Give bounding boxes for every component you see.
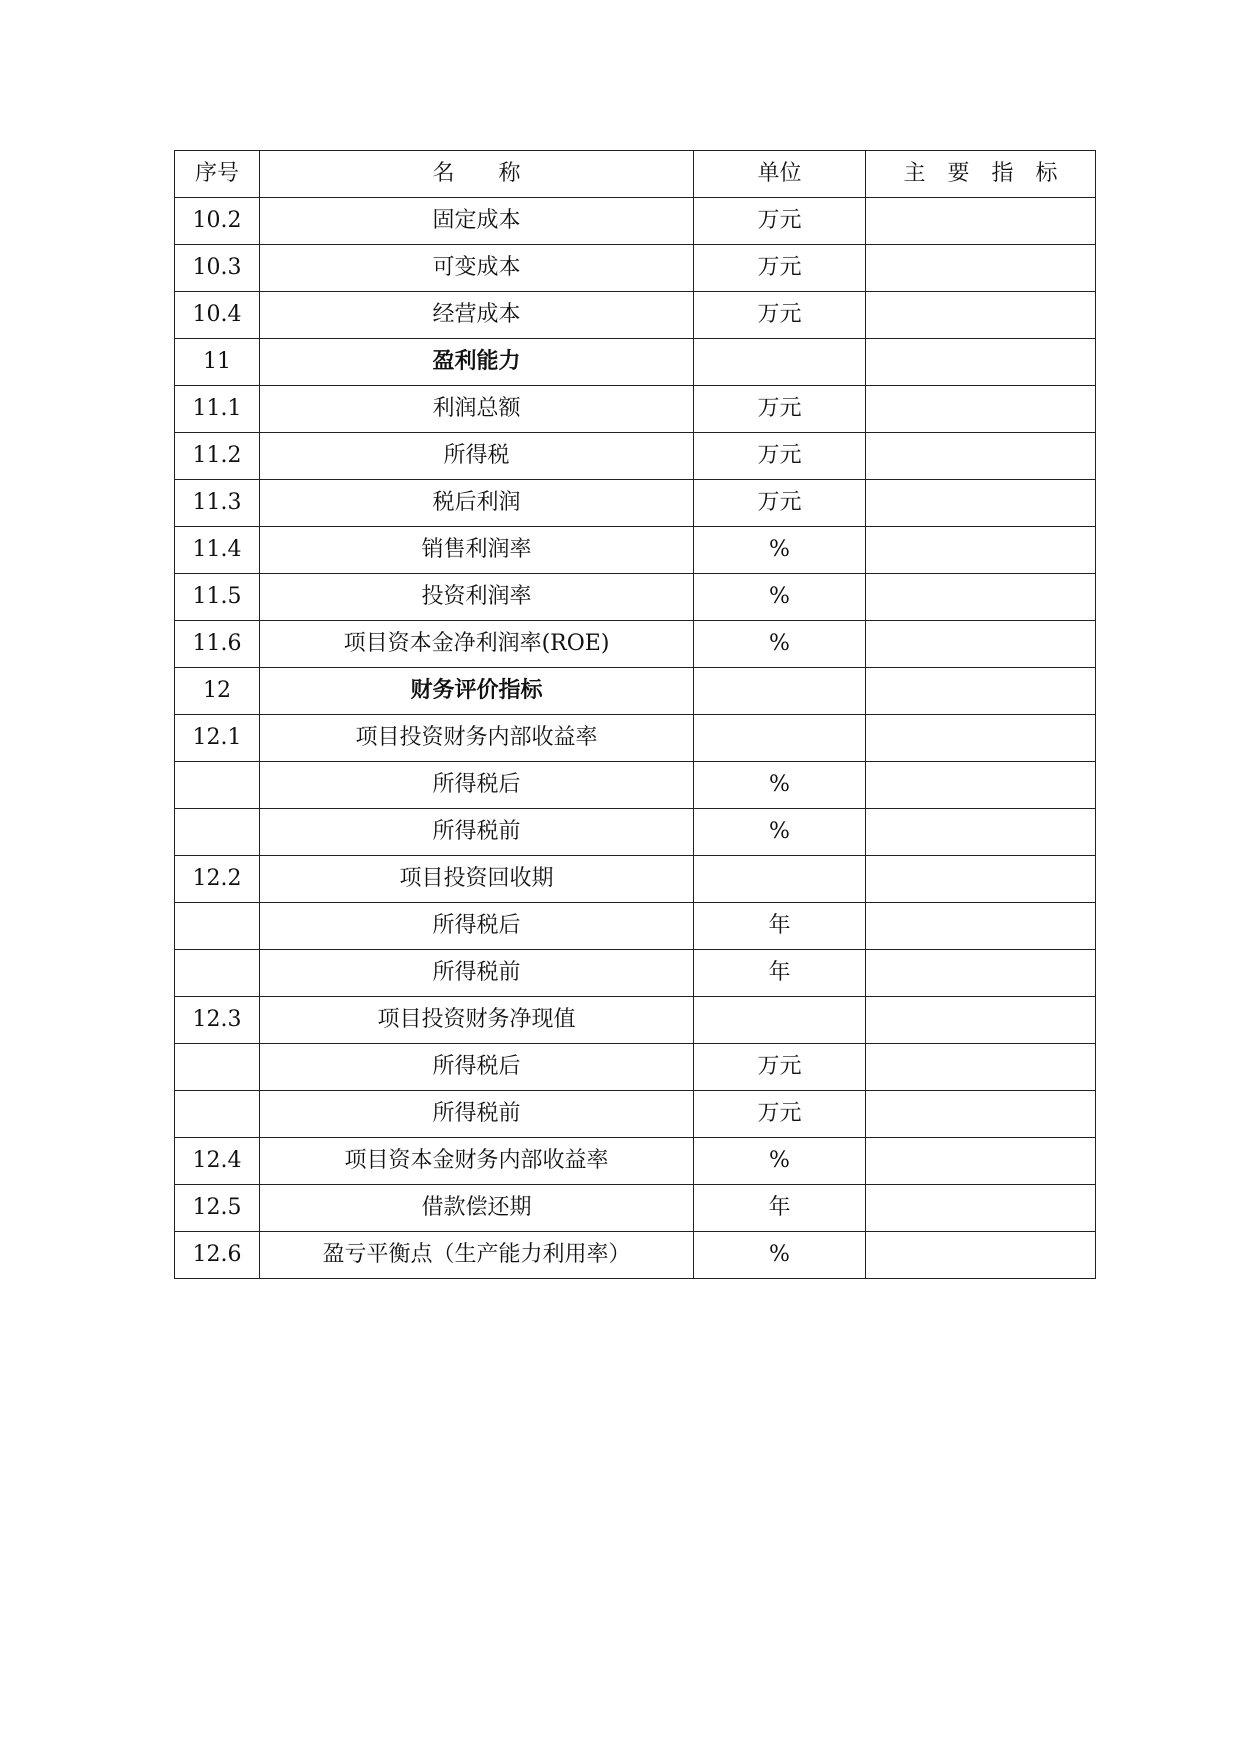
value-cell [866,198,1096,245]
table-row [175,292,1096,339]
unit-cell: % [694,809,866,856]
table-row [175,856,1096,903]
name-cell: 所得税后 [260,1044,694,1091]
table-row [175,245,1096,292]
unit-cell: 年 [694,903,866,950]
value-cell [866,668,1096,715]
name-cell: 可变成本 [260,245,694,292]
name-cell: 所得税前 [260,809,694,856]
name-cell: 所得税后 [260,762,694,809]
unit-cell: % [694,762,866,809]
seq-cell [175,762,260,809]
unit-cell: 年 [694,950,866,997]
table-row [175,480,1096,527]
table-row [175,997,1096,1044]
table-row [175,950,1096,997]
header-indicator: 主 要 指 标 [866,151,1096,198]
name-cell: 项目资本金净利润率(ROE) [260,621,694,668]
value-cell [866,997,1096,1044]
value-cell [866,621,1096,668]
seq-cell [175,809,260,856]
name-cell: 所得税前 [260,950,694,997]
value-cell [866,762,1096,809]
value-cell [866,245,1096,292]
table-row [175,1091,1096,1138]
value-cell [866,856,1096,903]
name-cell: 盈亏平衡点（生产能力利用率） [260,1232,694,1279]
value-cell [866,1185,1096,1232]
unit-cell: 万元 [694,433,866,480]
name-cell: 项目投资财务内部收益率 [260,715,694,762]
name-cell: 借款偿还期 [260,1185,694,1232]
table-row [175,621,1096,668]
value-cell [866,1232,1096,1279]
unit-cell: % [694,621,866,668]
indicator-table [174,150,1096,1279]
table-row [175,809,1096,856]
seq-cell: 10.3 [175,245,260,292]
name-cell: 盈利能力 [260,339,694,386]
table-row [175,1138,1096,1185]
seq-cell: 10.4 [175,292,260,339]
table-row [175,762,1096,809]
seq-cell [175,1044,260,1091]
unit-cell: % [694,1138,866,1185]
unit-cell [694,715,866,762]
seq-cell: 12.4 [175,1138,260,1185]
seq-cell [175,950,260,997]
seq-cell: 11.4 [175,527,260,574]
unit-cell [694,997,866,1044]
seq-cell: 12.2 [175,856,260,903]
seq-cell: 11.5 [175,574,260,621]
seq-cell: 11.1 [175,386,260,433]
table-row [175,1232,1096,1279]
unit-cell: 万元 [694,292,866,339]
table-row [175,386,1096,433]
seq-cell [175,903,260,950]
seq-cell [175,1091,260,1138]
seq-cell: 10.2 [175,198,260,245]
value-cell [866,527,1096,574]
unit-cell [694,856,866,903]
unit-cell: 年 [694,1185,866,1232]
name-cell: 项目投资回收期 [260,856,694,903]
table-header-row [175,151,1096,198]
unit-cell: % [694,574,866,621]
unit-cell: 万元 [694,1044,866,1091]
section-row [175,339,1096,386]
seq-cell: 11.2 [175,433,260,480]
name-cell: 经营成本 [260,292,694,339]
value-cell [866,809,1096,856]
name-cell: 项目资本金财务内部收益率 [260,1138,694,1185]
unit-cell: 万元 [694,245,866,292]
value-cell [866,950,1096,997]
name-cell: 利润总额 [260,386,694,433]
seq-cell: 11 [175,339,260,386]
value-cell [866,292,1096,339]
unit-cell: 万元 [694,480,866,527]
name-cell: 税后利润 [260,480,694,527]
unit-cell: 万元 [694,198,866,245]
seq-cell: 12.1 [175,715,260,762]
table-row [175,1044,1096,1091]
header-name: 名 称 [260,151,694,198]
table-row [175,198,1096,245]
section-row [175,668,1096,715]
seq-cell: 11.3 [175,480,260,527]
unit-cell: % [694,527,866,574]
value-cell [866,574,1096,621]
name-cell: 固定成本 [260,198,694,245]
name-cell: 销售利润率 [260,527,694,574]
table-row [175,1185,1096,1232]
unit-cell [694,339,866,386]
unit-cell: % [694,1232,866,1279]
seq-cell: 12.5 [175,1185,260,1232]
name-cell: 所得税 [260,433,694,480]
value-cell [866,386,1096,433]
name-cell: 项目投资财务净现值 [260,997,694,1044]
name-cell: 投资利润率 [260,574,694,621]
header-seq: 序号 [175,151,260,198]
table-row [175,903,1096,950]
seq-cell: 12.3 [175,997,260,1044]
table-row [175,433,1096,480]
name-cell: 财务评价指标 [260,668,694,715]
seq-cell: 12 [175,668,260,715]
value-cell [866,715,1096,762]
seq-cell: 11.6 [175,621,260,668]
unit-cell: 万元 [694,386,866,433]
table-row [175,715,1096,762]
value-cell [866,903,1096,950]
name-cell: 所得税后 [260,903,694,950]
unit-cell: 万元 [694,1091,866,1138]
value-cell [866,1138,1096,1185]
value-cell [866,339,1096,386]
table-row [175,574,1096,621]
table-row [175,527,1096,574]
header-unit: 单位 [694,151,866,198]
unit-cell [694,668,866,715]
value-cell [866,433,1096,480]
seq-cell: 12.6 [175,1232,260,1279]
value-cell [866,480,1096,527]
value-cell [866,1044,1096,1091]
name-cell: 所得税前 [260,1091,694,1138]
value-cell [866,1091,1096,1138]
